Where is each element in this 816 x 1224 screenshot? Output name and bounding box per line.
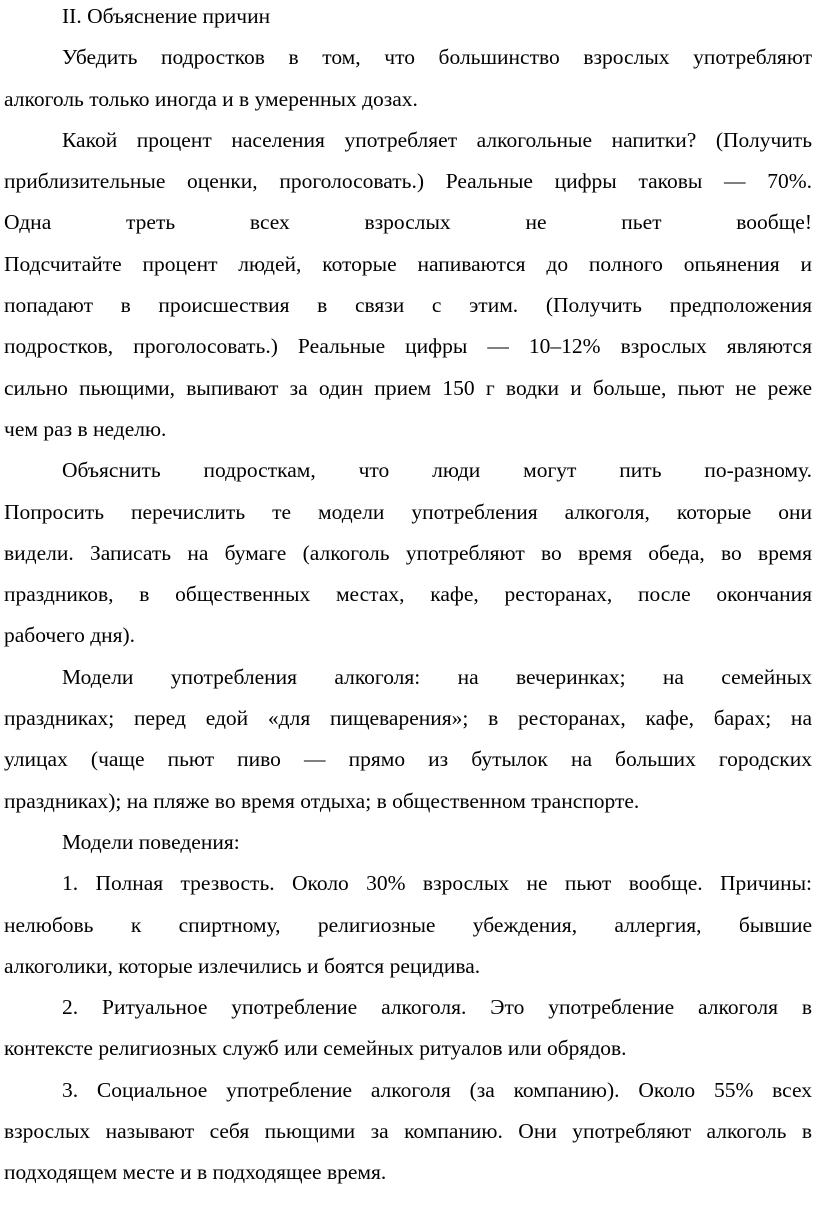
text-line: Подсчитайте процент людей, которые напиваются до полного опьянения и — [4, 251, 812, 276]
text-line: Убедить подростков в том, что большинство взрослых употребляют — [62, 45, 812, 70]
text-line: 3. Социальное употребление алкоголя (за компанию). Около 55% всех — [62, 1077, 812, 1102]
text-line: Модели поведения: — [62, 829, 240, 854]
document-page — [4, 0, 812, 1194]
text-line: праздниках; перед едой «для пищеварения»; в ресторанах, кафе, барах; на — [4, 706, 812, 731]
text-line: попадают в происшествия в связи с этим. (Получить предположения — [4, 293, 812, 318]
text-line: праздников, в общественных местах, кафе, ресторанах, после окончания — [4, 582, 812, 607]
text-line: видели. Записать на бумаге (алкоголь употребляют во время обеда, во время — [4, 540, 812, 565]
text-line: алкоголь только иногда и в умеренных дозах. — [4, 86, 418, 111]
text-line: нелюбовь к спиртному, религиозные убеждения, аллергия, бывшие — [4, 912, 812, 937]
text-line: 2. Ритуальное употребление алкоголя. Это употребление алкоголя в — [62, 995, 812, 1020]
text-line: Какой процент населения употребляет алкогольные напитки? (Получить — [62, 127, 812, 152]
text-line: праздниках); на пляже во время отдыха; в общественном транспорте. — [4, 788, 640, 813]
section-heading: II. Объяснение причин — [62, 4, 271, 28]
text-line: 1. Полная трезвость. Около 30% взрослых не пьют вообще. Причины: — [62, 871, 812, 896]
text-line: сильно пьющими, выпивают за один прием 150 г водки и больше, пьют не реже — [4, 375, 812, 400]
text-line: приблизительные оценки, проголосовать.) Реальные цифры таковы — 70%. — [4, 169, 812, 194]
text-line: подходящем месте и в подходящее время. — [4, 1160, 387, 1185]
text-line: чем раз в неделю. — [4, 416, 167, 441]
text-line: рабочего дня). — [4, 623, 136, 648]
text-line: Попросить перечислить те модели употребления алкоголя, которые они — [4, 499, 812, 524]
document-body — [4, 0, 812, 1194]
text-line: алкоголики, которые излечились и боятся рецидива. — [4, 953, 481, 978]
text-line: контексте религиозных служб или семейных ритуалов или обрядов. — [4, 1036, 627, 1061]
text-line: подростков, проголосовать.) Реальные цифры — 10–12% взрослых являются — [4, 334, 812, 359]
text-line: Объяснить подросткам, что люди могут пить по-разному. — [62, 458, 812, 483]
text-line: взрослых называют себя пьющими за компанию. Они употребляют алкоголь в — [4, 1119, 812, 1144]
text-line: Модели употребления алкоголя: на вечеринках; на семейных — [62, 664, 812, 689]
text-line: улицах (чаще пьют пиво — прямо из бутылок на больших городских — [4, 747, 812, 772]
text-line: Одна треть всех взрослых не пьет вообще! — [4, 210, 812, 235]
